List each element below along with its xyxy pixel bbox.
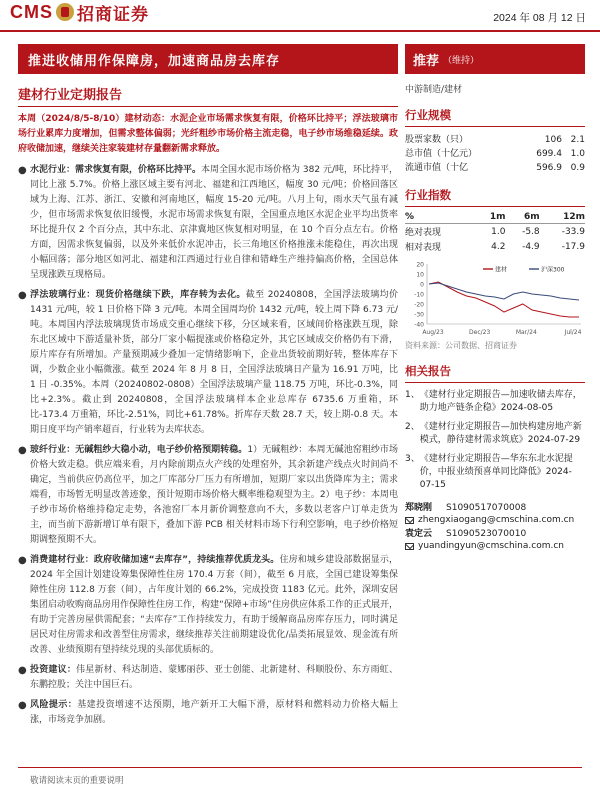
bullet-icon: ● (18, 290, 27, 301)
industry-category: 中游制造/建材 (405, 85, 463, 95)
cell: 4.2 (491, 241, 506, 252)
scale-label: 股票家数（只） (405, 135, 469, 145)
analyst-name: 袁定云 (405, 529, 433, 539)
scale-value: 699.4 (536, 149, 562, 159)
y-tick-label: 10 (416, 271, 424, 279)
scale-label: 流通市值（十亿 (405, 163, 469, 173)
y-tick-label: -30 (414, 311, 424, 319)
related-reports-section (405, 363, 585, 492)
subtitle-divider (18, 106, 398, 107)
y-tick-label: -10 (414, 291, 424, 299)
bullet-icon: ● (18, 165, 27, 176)
related-reports-title: 相关报告 (405, 363, 585, 383)
report-number: 1、 (405, 390, 420, 400)
section-head: 水泥行业：需求恢复有限，价格环比持平。 (30, 165, 202, 175)
section-head: 投资建议： (30, 665, 77, 675)
cell: 1.0 (491, 226, 506, 237)
section-text: 伟星新材、科达制造、蒙娜丽莎、亚士创能、北新建材、科顺股份、东方雨虹、东鹏控股；关注中国巨石。 (30, 665, 398, 690)
report-title-link[interactable]: 《建材行业定期报告—加速收储去库存，助力地产链条企稳》2024-08-05 (419, 390, 582, 413)
intro-summary: 本周（2024/8/5-8/10）建材动态：水泥企业市场需求恢复有限，价格环比持平；浮法玻璃市场行业累库力度增加，但需求整体偏弱；光纤粗纱市场价格主流走稳，电子纱市场维稳延续。政府收储加速，继续关注家装建材存量翻新需求释放。 (18, 114, 398, 154)
bullet-icon: ● (18, 700, 27, 711)
section-risk (18, 698, 398, 728)
y-tick-label: -40 (414, 321, 424, 329)
list-item[interactable] (405, 453, 585, 492)
rating-sub: （维持） (443, 55, 480, 66)
scale-label: 总市值（十亿元） (405, 149, 478, 159)
analyst-email[interactable]: zhengxiaogang@cmschina.com.cn (418, 515, 575, 525)
report-title-link[interactable]: 《建材行业定期报告—华东东北水泥提价，中报业绩预喜单同比降低》2024-07-15 (419, 454, 573, 490)
company-logo (10, 0, 149, 24)
logo-chinese: 招商证券 (77, 4, 149, 25)
section-head: 玻纤行业：无碱粗纱大稳小动，电子纱价格预期转稳。 (30, 445, 248, 455)
section-text: 基建投资增速不达预期，地产新开工大幅下滑，原材料和燃料动力价格大幅上涨，市场竞争加剧。 (30, 700, 398, 725)
section-investment (18, 663, 398, 693)
y-tick-label: -20 (414, 301, 424, 309)
bullet-icon: ● (18, 555, 27, 566)
analyst-name: 郑晓刚 (405, 503, 433, 513)
section-cement (18, 163, 398, 283)
rating-label: 推荐 (413, 53, 440, 69)
scale-pct: 0.9 (570, 163, 585, 173)
report-number: 3、 (405, 454, 420, 464)
bullet-icon: ● (18, 445, 27, 456)
section-head: 风险提示： (30, 700, 78, 710)
report-date: 2024 年 08 月 12 日 (493, 12, 586, 24)
legend-label: 沪深300 (541, 266, 565, 274)
cell: -4.9 (522, 241, 540, 252)
analyst-row (405, 528, 585, 540)
report-subtitle: 建材行业定期报告 (18, 88, 123, 103)
cell: -5.8 (522, 226, 540, 237)
industry-scale-table (405, 133, 585, 175)
table-row (405, 133, 585, 147)
section-glass-fiber (18, 443, 398, 548)
section-text: 1）无碱粗纱：本周无碱池窑粗纱市场价格大致走稳。供应端来看，月内除前期点火产线的处理窑外，其余新建产线点火时间尚不确定，当前供应仍高位平，加之厂库部分厂压力有所增加，短期厂家以出货降库为主；需求端看，市场暂无明显改善迹象，预计短期市场价格大概率维稳观望为主。2）电子纱：本周电子纱市场价格维持稳定走势，各池窑厂本月新价调整意向不大，多数以老客户订单走货为主，而当前下游新增订单有限下，叠加下游 PCB 相关材料市场下行利空影响，电子纱价格短期调整预期不大。 (30, 445, 398, 545)
section-consumer-materials (18, 553, 398, 658)
scale-pct: 2.1 (570, 135, 585, 145)
related-reports-list (405, 389, 585, 492)
cell: -17.9 (561, 241, 585, 252)
report-title-banner (18, 44, 398, 74)
row-label: 绝对表现 (405, 228, 442, 238)
section-text: 住房和城乡建设部数据显示，2024 年全国计划建设筹集保障性住房 170.4 万套（间），截至 6 月底，全国已建设筹集保障性住房 112.8 万套（间），占年度计划的 66.2%，完成投资 1183 亿元。此外，深圳安居集团启动收购商品房用作保障性住房工作，构建“保障+市场”住房供应体系工作的正式展开，有助于完善房屋供需配套；“去库存”工作持续发力，有助于缓解商品房库存压力，同时满足居民对住房需求和改善型住房需求，继续推荐关注前期建设优化/品类拓展显效、现金流有所改善、业绩预期有望持续兑现的头部优质标的。 (30, 555, 398, 655)
cell: -33.9 (561, 226, 585, 237)
index-chart-svg (405, 260, 585, 338)
industry-index-section (405, 187, 585, 351)
analyst-email[interactable]: yuandingyun@cmschina.com.cn (418, 541, 564, 551)
mail-icon (405, 543, 414, 550)
sidebar (405, 82, 585, 552)
mail-icon (405, 517, 414, 524)
table-row (405, 147, 585, 161)
analyst-id: S1090523070010 (446, 529, 527, 539)
x-tick-label: Jul/24 (564, 329, 582, 336)
section-float-glass (18, 288, 398, 438)
list-item[interactable] (405, 421, 585, 447)
industry-scale-title: 行业规模 (405, 107, 585, 127)
row-label: 相对表现 (405, 243, 442, 253)
column-header: 1m (489, 212, 506, 222)
logo-emblem-icon (56, 3, 74, 21)
report-number: 2、 (405, 422, 420, 432)
scale-pct: 1.0 (570, 149, 585, 159)
index-chart (405, 260, 585, 338)
report-title-link[interactable]: 《建材行业定期报告—加快构建房地产新模式，静待建材需求筑底》2024-07-29 (419, 422, 582, 445)
section-text: 本周全国水泥市场价格为 382 元/吨，环比持平，同比上涨 5.7%。价格上涨区域主要有河北、福建和江西地区，幅度 30 元/吨；价格回落区域为上海、江苏、浙江、安徽和河南地区，幅度 15-20 元/吨。八月上旬，雨水天气虽有减少，但市场需求恢复依旧缓慢，水泥市场需求恢复有限，全国重点地区水泥企业平均出货率环比提升仅 2 个百分点，其中东北、京津冀地区恢复相对明显，在 10 个百分点左右。价格方面，因需求恢复偏弱，以及外来低价水泥冲击，长三角地区价格推涨未能稳住，再次出现小幅回落；部分地区如河北、福建和江西通过行业自律和错峰生产维持偏高价格，全国总体呈现涨跌互现格局。 (30, 165, 398, 280)
analyst-email-row[interactable] (405, 514, 585, 526)
y-tick-label: 20 (416, 261, 424, 269)
series-line-csi300 (429, 283, 579, 300)
scale-value: 106 (544, 135, 562, 145)
bullet-icon: ● (18, 665, 27, 676)
industry-index-table (405, 211, 585, 254)
list-item[interactable] (405, 389, 585, 415)
footer-divider (18, 767, 582, 768)
scale-value: 596.9 (536, 163, 562, 173)
header-divider (0, 30, 600, 32)
analyst-row (405, 502, 585, 514)
logo-latin: CMS (10, 1, 53, 22)
main-content (18, 112, 398, 728)
x-tick-label: Aug/23 (422, 329, 444, 336)
column-header: 12m (563, 212, 585, 222)
section-head: 消费建材行业：政府收储加速“去库存”，持续推荐优质龙头。 (30, 555, 280, 565)
x-tick-label: Mar/24 (515, 329, 537, 336)
column-header: 6m (524, 212, 540, 222)
report-title: 推进收储用作保障房，加速商品房去库存 (28, 53, 281, 69)
analyst-id: S1090517070008 (446, 503, 527, 513)
chart-source: 资料来源：公司数据、招商证券 (405, 341, 517, 350)
table-row (405, 161, 585, 175)
table-header-row (405, 211, 585, 224)
legend-label: 建材 (495, 266, 508, 274)
industry-index-title: 行业指数 (405, 187, 585, 207)
x-tick-label: Dec/23 (469, 329, 491, 336)
section-text: 截至 20240808，全国浮法玻璃均价 1431 元/吨，较 1 日价格下降 3 元/吨。本周全国周均价 1432 元/吨，较上周下降 6.73 元/吨。本周国内浮法玻璃现货市场成交重心继续下移，分区域来看，区域间价格涨跌互现，除东北区域中下游适量补货，部分厂家小幅提涨或价格稳定外，其它区域成交价格仍有下滑，原片库存有所增加。产量预期减少叠加一定情绪影响下，企业出货较前期好转，整体库存下调，少数企业小幅微涨。截至 2024 年 8 月 8 日，全国浮法玻璃日产量为 16.91 万吨，比 1 日 -0.35%。本周（20240802-0808）全国浮法玻璃产量 118.75 万吨，环比-0.3%，同比+2.3%。截止到 20240808，全国浮法玻璃样本企业总库存 6735.6 万重箱，环比-173.4 万重箱，环比-2.51%，同比+61.78%。折库存天数 28.7 天，较上期-0.8 天。本期日度平均产销率超百，行业转为去库状态。 (30, 290, 398, 435)
footer-note: 敬请阅读末页的重要说明 (30, 776, 124, 786)
y-tick-label: 0 (420, 281, 424, 289)
analyst-email-row[interactable] (405, 540, 585, 552)
table-row (405, 224, 585, 240)
analyst-block (405, 502, 585, 552)
table-row (405, 239, 585, 254)
column-header: % (405, 212, 415, 222)
section-head: 浮法玻璃行业：现货价格继续下跌，库存转为去化。 (30, 290, 246, 300)
industry-scale-section (405, 107, 585, 175)
rating-banner (405, 44, 585, 74)
